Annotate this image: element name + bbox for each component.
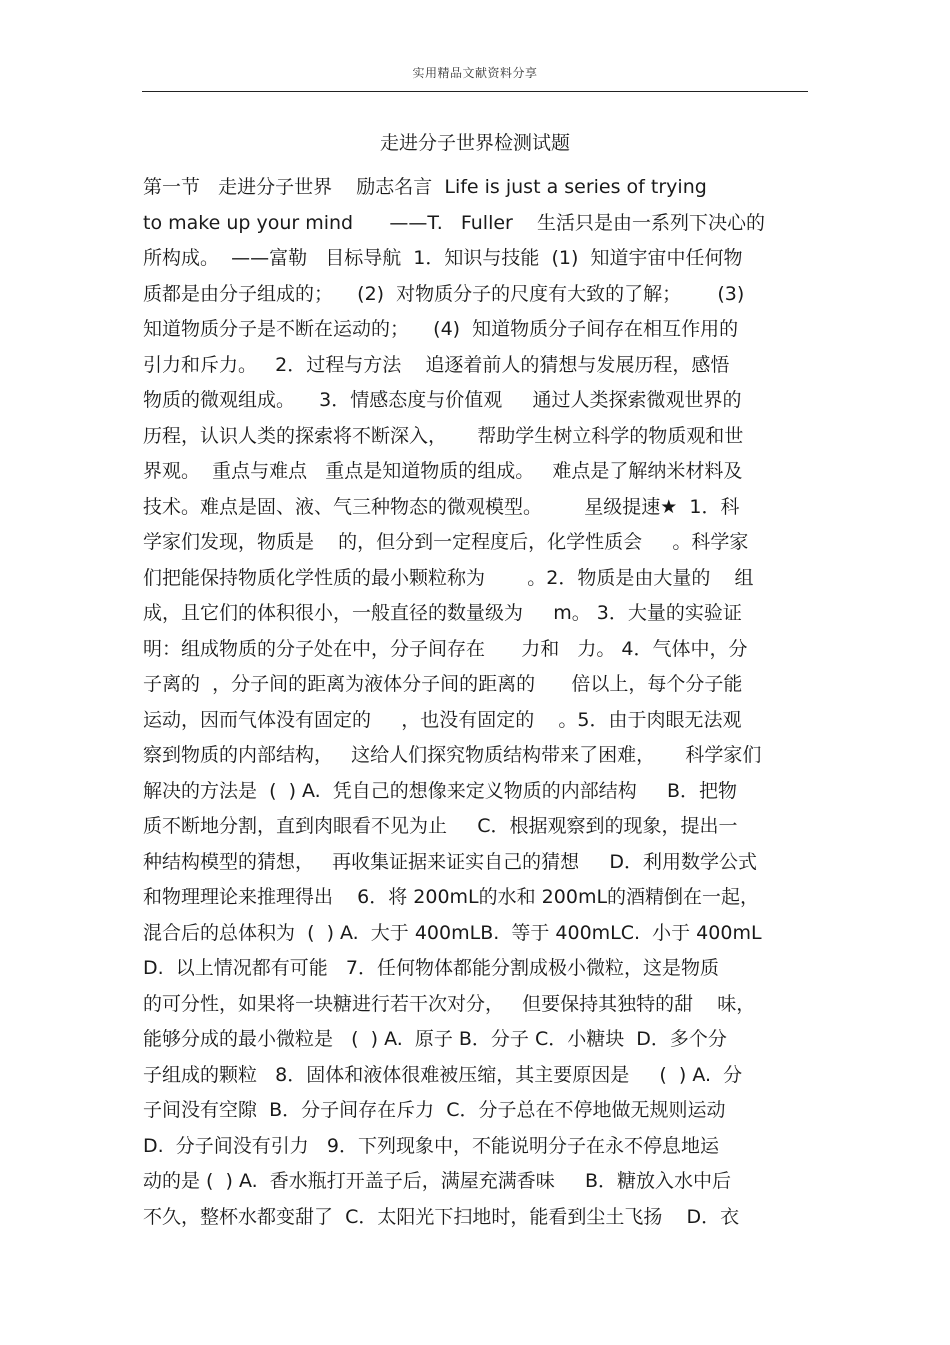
body-line: D. 以上情况都有可能 7．任何物体都能分割成极小微粒，这是物质 xyxy=(143,957,719,979)
body-line: 子组成的颗粒 8．固体和液体很难被压缩，其主要原因是 ( ) A. 分 xyxy=(143,1063,743,1086)
document-title: 走进分子世界检测试题 xyxy=(379,132,570,154)
body-line: 解决的方法是 ( ) A. 凭自己的想像来定义物质的内部结构 B．把物 xyxy=(143,779,738,802)
body-line: 成，且它们的体积很小，一般直径的数量级为 m。 3．大量的实验证 xyxy=(143,602,742,624)
body-line: 运动，因而气体没有固定的 ，也没有固定的 。5．由于肉眼无法观 xyxy=(143,708,742,731)
body-line: 质不断地分割，直到肉眼看不见为止 C．根据观察到的现象，提出一 xyxy=(143,815,738,837)
body-line: 明：组成物质的分子处在中，分子间存在 力和 力。 4．气体中，分 xyxy=(143,637,748,660)
body-line: 技术。难点是固、液、气三种物态的微观模型。 星级提速★ 1．科 xyxy=(143,495,740,518)
body-line: 质都是由分子组成的； (2) 对物质分子的尺度有大致的了解； (3) xyxy=(143,282,745,305)
body-line: 的可分性，如果将一块糖进行若干次对分， 但要保持其独特的甜 味， xyxy=(143,992,756,1015)
body-line: to make up your mind ——T. Fuller 生活只是由一系列下决心的 xyxy=(143,211,766,234)
body-line: 种结构模型的猜想， 再收集证据来证实自己的猜想 D．利用数学公式 xyxy=(143,850,757,873)
body-line: 物质的微观组成。 3．情感态度与价值观 通过人类探索微观世界的 xyxy=(143,389,742,411)
body-line: 子离的 ，分子间的距离为液体分子间的距离的 倍以上，每个分子能 xyxy=(143,673,743,695)
body-line: 不久，整杯水都变甜了 C．太阳光下扫地时，能看到尘土飞扬 D．衣 xyxy=(143,1205,740,1228)
body-line: 第一节 走进分子世界 励志名言 Life is just a series of trying xyxy=(143,176,707,198)
body-line: 动的是 ( ) A. 香水瓶打开盖子后，满屋充满香味 B．糖放入水中后 xyxy=(143,1170,731,1192)
body-line: 引力和斥力。 2．过程与方法 追逐着前人的猜想与发展历程，感悟 xyxy=(143,353,730,376)
body-line: 学家们发现，物质是 的，但分到一定程度后，化学性质会 。科学家 xyxy=(143,531,749,553)
body-line: 子间没有空隙 B．分子间存在斥力 C．分子总在不停地做无规则运动 xyxy=(143,1099,726,1121)
body-line: 界观。 重点与难点 重点是知道物质的组成。 难点是了解纳米材料及 xyxy=(143,460,743,482)
body-line: D. 分子间没有引力 9．下列现象中，不能说明分子在永不停息地运 xyxy=(143,1134,719,1157)
body-line: 们把能保持物质化学性质的最小颗粒称为 。2．物质是由大量的 组 xyxy=(143,566,754,589)
body-line: 历程，认识人类的探索将不断深入， 帮助学生树立科学的物质观和世 xyxy=(143,424,744,447)
header-divider xyxy=(142,91,808,92)
body-line: 所构成。 ——富勒 目标导航 1．知识与技能 (1) 知道宇宙中任何物 xyxy=(143,247,743,269)
body-line: 和物理理论来推理得出 6．将 200mL的水和 200mL的酒精倒在一起， xyxy=(143,886,760,908)
body-line: 混合后的总体积为 ( ) A. 大于 400mLB. 等于 400mLC. 小于 400mL xyxy=(143,921,762,944)
body-line: 知道物质分子是不断在运动的； (4) 知道物质分子间存在相互作用的 xyxy=(143,318,739,340)
body-line: 能够分成的最小微粒是 ( ) A. 原子 B．分子 C．小糖块 D．多个分 xyxy=(143,1028,727,1050)
document-body xyxy=(143,170,823,1235)
page-header: 实用精品文献资料分享 xyxy=(412,66,538,80)
body-line: 察到物质的内部结构， 这给人们探究物质结构带来了困难， 科学家们 xyxy=(143,744,762,766)
